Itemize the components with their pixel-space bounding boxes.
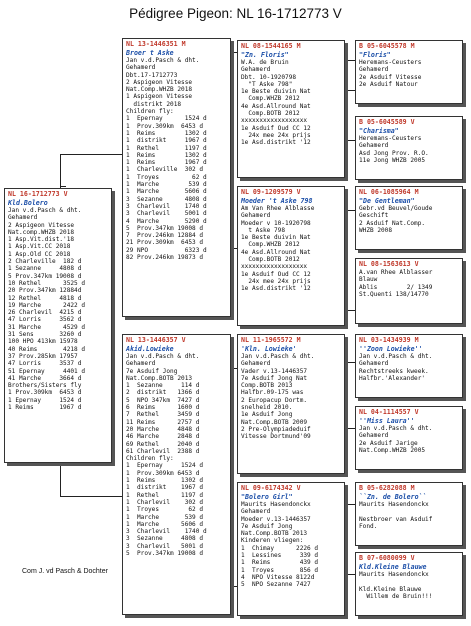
pedigree-line: 1 Lessines 339 d: [241, 552, 319, 560]
pedigree-line: Children fly:: [126, 455, 174, 463]
pedigree-line: Dbt. 10-1920798: [241, 73, 297, 81]
pedigree-card-dss: [355, 334, 463, 398]
pedigree-line: 40 Reims 4218 d: [8, 345, 86, 353]
pedigree-line: 10 Rethel 3525 d: [8, 279, 86, 287]
pedigree-line: 4 Marche 5290 d: [126, 217, 207, 225]
pedigree-line: 2 Charleville 182 d: [8, 258, 82, 266]
pedigree-line: 3 Charlevil 1740 d: [126, 202, 207, 210]
pedigree-line: Brothers/Sisters fly: [8, 382, 82, 390]
pedigree-line: St.Quenti 138/14770: [359, 290, 429, 298]
connector-line: [345, 60, 346, 140]
connector-line: [60, 154, 122, 155]
pedigree-line: 1 Troyes 856 d: [241, 566, 319, 574]
pedigree-line: 31 Sens 3260 d: [8, 331, 82, 339]
pedigree-line: Comp.BOTB 2013: [241, 382, 293, 390]
pedigree-line: Rechtstreeks kweek.: [359, 367, 429, 375]
pedigree-line: Gehamerd: [359, 66, 389, 74]
pedigree-line: 1e Asduif Jong: [241, 411, 293, 419]
pigeon-name: "Bolero Girl": [241, 493, 293, 501]
pedigree-line: 1e Asduif Oud CC 12: [241, 270, 311, 278]
pedigree-line: 1e Asd.distrikt '12: [241, 139, 311, 147]
pigeon-name: Moeder 't Aske 798: [241, 197, 313, 205]
pedigree-line: Comp.WHZB 2012: [241, 241, 300, 249]
pedigree-line: Asd Jong Prov. R.O.: [359, 149, 429, 157]
pedigree-line: 47 Lorris 3562 d: [8, 316, 82, 324]
pedigree-line: Moeder v 10-1920798: [241, 219, 311, 227]
pedigree-line: Am Van Rhee Alblasse: [241, 205, 315, 212]
pedigree-line: 1 Rethel 1197 d: [126, 144, 207, 152]
ring-number: B 05-6045589 V: [359, 118, 415, 126]
pedigree-line: 3 Charlevil 5001 d: [126, 210, 207, 218]
pedigree-line: xxxxxxxxxxxxxxxxxx: [241, 263, 308, 271]
pedigree-card-dam-dam: [237, 482, 345, 616]
pedigree-line: Kld.Kleine Blauwe: [359, 585, 422, 593]
connector-line: [60, 186, 66, 187]
pedigree-line: Geschift: [359, 212, 389, 220]
pedigree-line: 29 NPO 6323 d: [126, 246, 207, 254]
pedigree-line: 61 Charlevil 2388 d: [126, 447, 200, 455]
pedigree-line: 46 Marche 2848 d: [126, 433, 200, 441]
pedigree-line: 7 Rethel 3459 d: [126, 411, 200, 419]
pedigree-card-sds: [355, 186, 463, 250]
pedigree-line: Jan v.d.Pasch & dht.: [359, 425, 433, 432]
pedigree-line: Gehamerd: [241, 360, 271, 368]
pedigree-line: 1 Aspigeon Vitesse: [126, 93, 193, 101]
pedigree-line: 2 Pre-Olympiadeduif: [241, 425, 311, 433]
pedigree-line: Nat.comp.WHZB 2018: [8, 228, 75, 236]
pedigree-line: 1 Chimay 2226 d: [241, 544, 319, 552]
pedigree-line: Dbt.17-1712773: [126, 71, 178, 79]
pedigree-line: Gehamerd: [8, 214, 38, 222]
pedigree-line: 2 Europacup Dortm.: [241, 396, 308, 404]
ring-number: B 05-6282088 M: [359, 484, 415, 492]
pedigree-line: 69 Rethel 2040 d: [126, 440, 200, 448]
pedigree-line: snelheid 2010.: [241, 404, 293, 412]
ring-number: NL 08-1563613 V: [359, 260, 419, 268]
pedigree-line: 3 Sezanne 4808 d: [126, 535, 204, 543]
pedigree-line: 2 Asduif Nat.Comp.: [359, 219, 426, 227]
pedigree-line: 24x mee 24x prijs: [241, 277, 311, 285]
pedigree-line: 1 Marche 539 d: [126, 513, 204, 521]
pedigree-line: 1 distrikt 1967 d: [126, 484, 204, 492]
connector-line: [345, 428, 355, 429]
pedigree-line: 7 Prov.246km 12884 d: [126, 232, 204, 240]
pedigree-line: Maurits Hasendonckx: [241, 501, 311, 508]
pedigree-card-sire-dam: [237, 186, 345, 326]
pedigree-line: 5 NPO Sezanne 7427: [241, 581, 311, 589]
connector-line: [345, 310, 355, 311]
pedigree-line: 1 Sezanne 114 d: [126, 382, 200, 390]
pedigree-line: 20 Prov.347km 12884d: [8, 287, 82, 295]
pedigree-line: 11e Jong WHZB 2005: [359, 156, 426, 164]
pedigree-line: distrikt 2018: [126, 100, 182, 108]
connector-line: [345, 574, 355, 575]
pedigree-card-dsd: [355, 406, 463, 470]
pedigree-line: 5 Prov.347km 19008 d: [126, 224, 204, 232]
pedigree-line: 1e Beste duivin Nat: [241, 88, 311, 96]
pigeon-name: "Charisma": [359, 127, 399, 135]
pedigree-line: 2e Asduif Natour: [359, 80, 418, 88]
pedigree-card-dam: [122, 334, 231, 615]
pedigree-line: Nat.Comp.BOTB 2013: [126, 374, 193, 382]
pedigree-line: 24x mee 24x prijs: [241, 131, 311, 139]
pedigree-line: 1 Rethel 1197 d: [126, 491, 204, 499]
pedigree-line: 4e Asd.Allround Nat: [241, 248, 311, 256]
pedigree-line: 1 Charlevil 302 d: [126, 498, 204, 506]
pedigree-line: 7e Asduif Jong Nat: [241, 374, 308, 382]
pedigree-line: 47 Lorris 3537 d: [8, 360, 82, 368]
pedigree-line: 2e Asduif Vitesse: [359, 73, 422, 81]
pedigree-line: Gehamerd: [359, 360, 389, 368]
pedigree-line: Halfbr.'Alexander': [359, 374, 426, 382]
pedigree-line: 7e Asduif Jong: [126, 367, 178, 375]
pedigree-line: 1 Reims 1302 d: [126, 477, 204, 485]
pedigree-line: 19 Marche 2422 d: [8, 301, 86, 309]
pedigree-line: Gehamerd: [359, 142, 389, 150]
connector-line: [345, 362, 355, 363]
ring-number: NL 06-1085964 M: [359, 188, 419, 196]
pedigree-line: Comp.WHZB 2012: [241, 95, 300, 103]
pedigree-line: 1e Asduif Oud CC 12: [241, 124, 311, 132]
pedigree-line: 2 distrikt 1366 d: [126, 389, 200, 397]
pedigree-line: Heremans-Ceusters: [359, 135, 422, 142]
pedigree-line: 31 Marche 4529 d: [8, 323, 86, 331]
pedigree-line: 1 Reims 1302 d: [126, 129, 207, 137]
pedigree-line: Comp.BOTB 2012: [241, 110, 300, 118]
pedigree-line: Halfbr.09-175 was: [241, 389, 304, 397]
pedigree-line: Nat.Comp.WHZB 2005: [359, 446, 426, 454]
pedigree-line: 20 Marche 4848 d: [126, 425, 200, 433]
pigeon-name: ''Zoon Lowieke'': [359, 345, 423, 353]
pedigree-line: Jan v.d.Pasch & dht.: [8, 207, 82, 214]
pedigree-line: 37 Prov.285km 17957: [8, 352, 78, 360]
pedigree-line: Jan v.d.Pasch & dht.: [126, 57, 200, 64]
ring-number: NL 13-1446357 V: [126, 336, 186, 344]
pedigree-line: 1 Asp.Vit.CC 2018: [8, 243, 71, 251]
pedigree-line: 1e Beste duivin Nat: [241, 234, 311, 242]
pedigree-line: Nat.Comp.WHZB 2018: [126, 86, 193, 94]
pedigree-line: t Aske 798: [241, 226, 286, 234]
ring-number: NL 13-1446351 M: [126, 40, 186, 48]
pedigree-line: Kinderen vliegen:: [241, 537, 304, 545]
pedigree-line: 1 Reims 1302 d: [126, 151, 207, 159]
pedigree-line: Ablis 2/ 1349: [359, 283, 433, 291]
pedigree-line: 1 Charleville 302 d: [126, 166, 204, 174]
pedigree-line: Blauw: [359, 276, 378, 284]
pedigree-card-sss: [355, 40, 463, 104]
pedigree-line: xxxxxxxxxxxxxxxxxx: [241, 117, 308, 125]
pedigree-line: WHZB 2008: [359, 226, 393, 234]
pedigree-line: 2 Aspigeon Vitesse: [8, 221, 75, 229]
pedigree-line: 1 Epernay 1524 d: [126, 115, 207, 123]
pedigree-line: 1e Asd.distrikt '12: [241, 285, 311, 293]
pedigree-line: Vader v.13-1446357: [241, 367, 308, 375]
pedigree-line: 21 Prov.309km 6453 d: [126, 239, 204, 247]
pedigree-line: [359, 508, 459, 515]
pedigree-line: 1 Reims 439 d: [241, 559, 319, 567]
pedigree-line: 26 Charlevil 4215 d: [8, 309, 82, 317]
pedigree-line: Gebr.vd Beuvel/Goude: [359, 205, 433, 212]
pedigree-line: 2 Aspigeon Vitesse: [126, 78, 193, 86]
ring-number: B 05-6045578 M: [359, 42, 415, 50]
pedigree-line: Comp.BOTB 2012: [241, 256, 300, 264]
pedigree-line: Nat.Comp.BOTB 2009: [241, 418, 308, 426]
pedigree-line: A.van Rhee Alblasser: [359, 269, 433, 276]
pedigree-line: Gehamerd: [241, 66, 271, 74]
pedigree-line: 7e Asduif Jong: [241, 522, 293, 530]
connector-line: [345, 210, 346, 310]
pedigree-line: 11 Reims 2757 d: [126, 418, 200, 426]
pigeon-name: 'Kln. Lowieke': [241, 345, 297, 353]
pedigree-line: 3 Sezanne 4808 d: [126, 195, 207, 203]
pigeon-name: Kld.Kleine Blauwe: [359, 563, 427, 571]
pedigree-line: Maurits Hasendonckx: [359, 501, 429, 508]
pedigree-line: 1 Prov.309km 6453 d: [126, 122, 204, 130]
pigeon-name: ``Zn. de Bolero``: [359, 493, 427, 501]
pedigree-card-sire-sire: [237, 40, 345, 178]
pedigree-line: Nat.Comp.BOTB 2013: [241, 530, 308, 538]
pedigree-card-ddd: [355, 552, 463, 616]
pedigree-line: 4 NPO Vitesse 8122d: [241, 573, 315, 581]
connector-line: [345, 362, 346, 428]
connector-line: [345, 504, 346, 574]
ring-number: NL 09-6174342 V: [241, 484, 301, 492]
pedigree-line: 5 Prov.347km 19008 d: [8, 272, 82, 280]
pedigree-line: Maurits Hasendonckx: [359, 571, 429, 578]
pedigree-card-sdd: [355, 258, 463, 324]
pedigree-line: 1 Epernay 1524 d: [126, 462, 204, 470]
pedigree-line: Children fly:: [126, 108, 174, 116]
pedigree-line: "T Aske 798": [241, 80, 293, 88]
pedigree-line: 1 Epernay 1524 d: [8, 396, 82, 404]
pedigree-line: 3 Charlevil 5001 d: [126, 542, 204, 550]
connector-line: [345, 60, 355, 61]
pedigree-line: 1 Prov.309km 6453 d: [126, 469, 200, 477]
pedigree-line: 1 Marche 539 d: [126, 181, 207, 189]
pedigree-card-dam-sire: [237, 334, 345, 474]
ring-number: NL 16-1712773 V: [8, 190, 68, 198]
pedigree-line: 1 Asp.Vit.dist.'18: [8, 236, 75, 244]
pedigree-line: 51 Epernay 4401 d: [8, 367, 86, 375]
pedigree-line: Vitesse Dortmund'09: [241, 433, 311, 441]
ring-number: B 07-6080099 V: [359, 554, 415, 562]
pedigree-line: Gehamerd: [126, 360, 156, 368]
pedigree-card-ssd: [355, 116, 463, 180]
pedigree-line: 1 Troyes 62 d: [126, 173, 207, 181]
pigeon-name: "Zn. Floris": [241, 51, 289, 59]
pedigree-line: Fond.: [359, 522, 378, 530]
ring-number: NL 11-1965572 M: [241, 336, 301, 344]
pedigree-line: 1 Sezanne 4808 d: [8, 265, 82, 273]
connector-line: [345, 210, 355, 211]
ring-number: NL 04-1114557 V: [359, 408, 419, 416]
pedigree-line: Gehamerd: [241, 508, 271, 516]
pedigree-card-sire: [122, 38, 231, 317]
pedigree-line: 3 Charlevil 1740 d: [126, 528, 207, 536]
pigeon-name: ''Miss Laura'': [359, 417, 415, 425]
pedigree-line: Gehamerd: [126, 64, 156, 72]
pedigree-line: 41 Marche 3664 d: [8, 374, 82, 382]
ring-number: NL 08-1544165 M: [241, 42, 301, 50]
pedigree-line: 100 HPO 413km 15978: [8, 338, 78, 346]
pedigree-card-subject: [4, 188, 112, 463]
pedigree-line: 5 Prov.347km 19008 d: [126, 550, 204, 558]
pigeon-name: Akid.Lowieke: [126, 345, 174, 353]
credit-text: Com J. vd Pasch & Dochter: [22, 568, 108, 575]
pedigree-line: Heremans-Ceusters: [359, 59, 422, 66]
pedigree-line: 1 Prov.309km 6453 d: [8, 389, 82, 397]
pedigree-line: 4e Asd.Allround Nat: [241, 102, 311, 110]
pedigree-line: Nestbroer van Asduif: [359, 515, 433, 523]
pedigree-line: W.A. de Bruin: [241, 59, 289, 66]
pedigree-line: 1 distrikt 1967 d: [126, 137, 207, 145]
pedigree-line: 1 Reims 1967 d: [8, 404, 82, 412]
pedigree-line: Moeder v.13-1446357: [241, 515, 311, 523]
pigeon-name: "Floris": [359, 51, 391, 59]
page-title: Pédigree Pigeon: NL 16-1712773 V: [129, 6, 342, 21]
pedigree-line: Jan v.d.Pasch & dht.: [126, 353, 200, 360]
pedigree-card-dds: [355, 482, 463, 546]
pedigree-line: 1 Asp.Old CC 2018: [8, 250, 71, 258]
pedigree-line: Gehamerd: [241, 212, 271, 220]
pedigree-line: [359, 578, 459, 585]
connector-line: [345, 140, 355, 141]
pedigree-line: Jan v.d.Pasch & dht.: [359, 353, 433, 360]
pedigree-line: 12 Rethel 4818 d: [8, 294, 82, 302]
pigeon-name: "De Gentleman": [359, 197, 415, 205]
pedigree-line: 5 NPO 347km 7427 d: [126, 396, 200, 404]
pigeon-name: Kld.Bolero: [8, 199, 48, 207]
pedigree-line: 1 Troyes 62 d: [126, 506, 204, 514]
pedigree-line: Gehamerd: [359, 432, 389, 440]
pedigree-line: 2e Asduif Jarige: [359, 439, 418, 447]
ring-number: NL 09-1209579 V: [241, 188, 301, 196]
pedigree-line: Willem de Bruin!!!: [359, 592, 433, 600]
connector-line: [60, 496, 122, 497]
pedigree-line: 82 Prov.246km 19873 d: [126, 254, 204, 262]
pedigree-line: 1 Marche 5606 d: [126, 520, 204, 528]
ring-number: NL 03-1434939 M: [359, 336, 419, 344]
pedigree-line: 1 Marche 5606 d: [126, 188, 207, 196]
pedigree-line: Jan v.d.Pasch & dht.: [241, 353, 315, 360]
pedigree-line: 6 Reims 1600 d: [126, 404, 200, 412]
pigeon-name: Broer t Aske: [126, 49, 174, 57]
connector-line: [345, 504, 355, 505]
pedigree-line: 1 Reims 1967 d: [126, 159, 207, 167]
